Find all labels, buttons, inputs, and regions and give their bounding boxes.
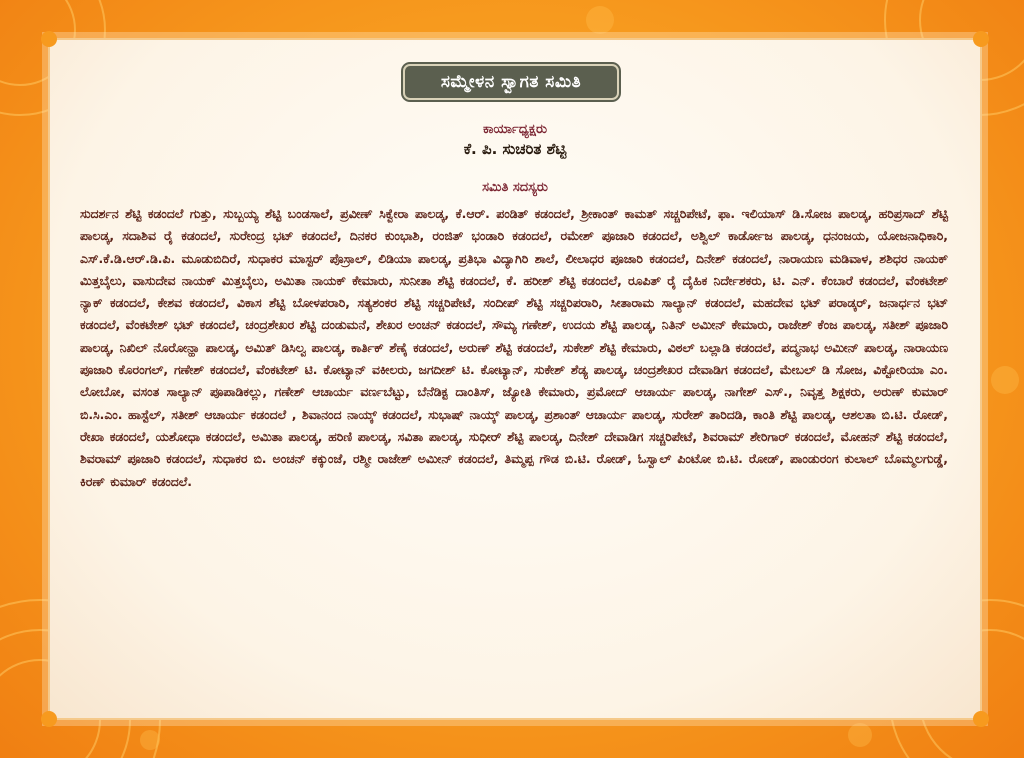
president-name: ಕೆ. ಪಿ. ಸುಚರಿತ ಶೆಟ್ಟಿ xyxy=(463,140,567,158)
members-list-text: ಸುದರ್ಶನ ಶೆಟ್ಟಿ ಕಡಂದಲೆ ಗುತ್ತು, ಸುಬ್ಬಯ್ಯ ಶೆಟ್ಟಿ ಬಂಡಸಾಲೆ, ಪ್ರವೀಣ್ ಸಿಕ್ವೇರಾ ಪಾಲಡ್ಕ, ಕೆ.ಆರ್. ಪಂಡಿತ್ ಕಡಂದಲೆ, ಶ್ರೀಕಾಂತ್ ಕಾಮತ್ ಸಚ್ಚರಿಪೇಟೆ, ಫಾ. ಇಲಿಯಾಸ್ ಡಿ.ಸೋಜ ಪಾಲಡ್ಕ, ಹರಿಪ್ರಸಾದ್ ಶೆಟ್ಟಿ ಪಾಲಡ್ಕ, ಸದಾಶಿವ ರೈ ಕಡಂದಲೆ, ಸುರೇಂದ್ರ ಭಟ್ ಕಡಂದಲೆ, ದಿನಕರ ಕುಂಭಾಶಿ, ರಂಜಿತ್ ಭಂಡಾರಿ ಕಡಂದಲೆ, ರಮೇಶ್ ಪೂಜಾರಿ ಕಡಂದಲೆ, ಅಶ್ವಿಲ್ ಕಾರ್ಡೋಜ ಪಾಲಡ್ಕ, ಧನಂಜಯ, ಯೋಜನಾಧಿಕಾರಿ, ಎಸ್.ಕೆ.ಡಿ.ಆರ್.ಡಿ.ಪಿ. ಮೂಡುಬಿದಿರೆ, ಸುಧಾಕರ ಮಾಸ್ಟರ್ ಪೊಸ್ರಾಲ್, ಲಿಡಿಯಾ ಪಾಲಡ್ಕ, ಪ್ರತಿಭಾ ವಿದ್ಯಾಗಿರಿ ಶಾಲೆ, ಲೀಲಾಧರ ಪೂಜಾರಿ ಕಡಂದಲೆ, ದಿನೇಶ್ ಕಡಂದಲೆ, ನಾರಾಯಣ ಮಡಿವಾಳ, ಶಶಿಧರ ನಾಯಕ್ ಮಿತ್ತಬೈಲು, ವಾಸುದೇವ ನಾಯಕ್ ಮಿತ್ತಬೈಲು, ಅಮಿತಾ ನಾಯಕ್ ಕೇಮಾರು, ಸುನೀತಾ ಶೆಟ್ಟಿ ಕಡಂದಲೆ, ಕೆ. ಹರೀಶ್ ಶೆಟ್ಟಿ ಕಡಂದಲೆ, ರೂಪಿತ್ ರೈ ದೈಹಿಕ ನಿರ್ದೇಶಕರು, ಟಿ. ಎನ್. ಕೆಂಬಾರೆ ಕಡಂದಲೆ, ವೆಂಕಟೇಶ್ ನ್ಯಾಕ್ ಕಡಂದಲೆ, ಕೇಶವ ಕಡಂದಲೆ, ವಿಕಾಸ ಶೆಟ್ಟಿ ಬೋಳಪರಾರಿ, ಸತ್ಯಶಂಕರ ಶೆಟ್ಟಿ ಸಚ್ಚರಿಪೇಟೆ, ಸಂದೀಪ್ ಶೆಟ್ಟಿ ಸಚ್ಚರಿಪರಾರಿ, ಸೀತಾರಾಮ ಸಾಲ್ಯಾನ್ ಕಡಂದಲೆ, ಮಹದೇವ ಭಟ್ ಪರಾಡ್ಕರ್, ಜನಾರ್ಧನ ಭಟ್ ಕಡಂದಲೆ, ವೆಂಕಟೇಶ್ ಭಟ್ ಕಡಂದಲೆ, ಚಂದ್ರಶೇಖರ ಶೆಟ್ಟಿ ದಂಡುಮನೆ, ಶೇಖರ ಅಂಚನ್ ಕಡಂದಲೆ, ಸೌಮ್ಯ ಗಣೇಶ್, ಉದಯ ಶೆಟ್ಟಿ ಪಾಲಡ್ಕ, ನಿತಿನ್ ಅಮೀನ್ ಕೇಮಾರು, ರಾಜೇಶ್ ಕೆಂಜ ಪಾಲಡ್ಕ, ಸತೀಶ್ ಪೂಜಾರಿ ಪಾಲಡ್ಕ, ನಿಖಿಲ್ ನೊರೋನ್ಹಾ ಪಾಲಡ್ಕ, ಅಮಿತ್ ಡಿಸಿಲ್ವ ಪಾಲಡ್ಕ, ಕಾರ್ತಿಕ್ ಶೆಣೈ ಕಡಂದಲೆ, ಅರುಣ್ ಶೆಟ್ಟಿ ಕಡಂದಲೆ, ಸುಕೇಶ್ ಶೆಟ್ಟಿ ಕೇಮಾರು, ವಿಠಲ್ ಬಲ್ಲಾಡಿ ಕಡಂದಲೆ, ಪದ್ಮನಾಭ ಅಮೀನ್ ಪಾಲಡ್ಕ, ನಾರಾಯಣ ಪೂಜಾರಿ ಕೊರಂಗಲ್, ಗಣೇಶ್ ಕಡಂದಲೆ, ವೆಂಕಟೇಶ್ ಟಿ. ಕೋಟ್ಯಾನ್ ವಕೀಲರು, ಜಗದೀಶ್ ಟಿ. ಕೋಟ್ಯಾನ್, ಸುಕೇಶ್ ಶೆಡ್ಯ ಪಾಲಡ್ಕ, ಚಂದ್ರಶೇಖರ ದೇವಾಡಿಗ ಕಡಂದಲೆ, ಮೇಬಲ್ ಡಿ ಸೋಜ, ವಿಕ್ಟೋರಿಯಾ ಎಂ. ಲೋಬೋ, ವಸಂತ ಸಾಲ್ಯಾನ್ ಪೂಪಾಡಿಕಲ್ಲು, ಗಣೇಶ್ ಆಚಾರ್ಯ ವರ್ಣಬೆಟ್ಟು, ಬೆನೆಡಿಕ್ಟ ದಾಂತಿಸ್, ಜ್ಯೋತಿ ಕೇಮಾರು, ಪ್ರಮೋದ್ ಆಚಾರ್ಯ ಪಾಲಡ್ಕ, ನಾಗೇಶ್ ಎಸ್., ನಿವೃತ್ತ ಶಿಕ್ಷಕರು, ಅರುಣ್ ಕುಮಾರ್ ಬಿ.ಸಿ.ಎಂ. ಹಾಸ್ಟೆಲ್, ಸತೀಶ್ ಆಚಾರ್ಯ ಕಡಂದಲೆ , ಶಿವಾನಂದ ನಾಯ್ಕ್ ಕಡಂದಲೆ, ಸುಭಾಷ್ ನಾಯ್ಕ್ ಪಾಲಡ್ಕ, ಪ್ರಶಾಂತ್ ಆಚಾರ್ಯ ಪಾಲಡ್ಕ, ಸುರೇಶ್ ತಾರಿದಡಿ, ಕಾಂತಿ ಶೆಟ್ಟಿ ಪಾಲಡ್ಕ, ಆಶಲತಾ ಬಿ.ಟಿ. ರೋಡ್, ರೇಖಾ ಕಡಂದಲೆ, ಯಶೋಧಾ ಕಡಂದಲೆ, ಅಮಿತಾ ಪಾಲಡ್ಕ, ಹರಿಣಿ ಪಾಲಡ್ಕ, ಸವಿತಾ ಪಾಲಡ್ಕ, ಸುಧೀರ್ ಶೆಟ್ಟಿ ಪಾಲಡ್ಕ, ದಿನೇಶ್ ದೇವಾಡಿಗ ಸಚ್ಚರಿಪೇಟೆ, ಶಿವರಾಮ್ ಶೇರಿಗಾರ್ ಕಡಂದಲೆ, ಮೋಹನ್ ಶೆಟ್ಟಿ ಕಡಂದಲೆ, ಶಿವರಾಮ್ ಪೂಜಾರಿ ಕಡಂದಲೆ, ಸುಧಾಕರ ಬಿ. ಅಂಚನ್ ಕಕ್ಕುಂಜೆ, ರಶ್ಮೀ ರಾಜೇಶ್ ಅಮೀನ್ ಕಡಂದಲೆ, ತಿಮ್ಮಪ್ಪ ಗೌಡ ಬಿ.ಟಿ. ರೋಡ್, ಓಸ್ವಾಲ್ ಪಿಂಟೋ ಬಿ.ಟಿ. ರೋಡ್, ಪಾಂಡುರಂಗ ಕುಲಾಲ್ ಬೊಮ್ಮಲಗುಡ್ಡೆ, ಕಿರಣ್ ಕುಮಾರ್ ಕಡಂದಲೆ. xyxy=(80,206,948,489)
corner-notch-bottom-right xyxy=(973,711,989,727)
corner-notch-top-right xyxy=(973,31,989,47)
committee-card xyxy=(48,38,982,720)
committee-title: ಸಮ್ಮೇಳನ ಸ್ವಾಗತ ಸಮಿತಿ xyxy=(403,64,619,100)
president-role-label: ಕಾರ್ಯಾಧ್ಯಕ್ಷರು xyxy=(483,122,547,137)
members-heading: ಸಮಿತಿ ಸದಸ್ಯರು xyxy=(482,180,548,195)
corner-notch-bottom-left xyxy=(41,711,57,727)
corner-notch-top-left xyxy=(41,31,57,47)
